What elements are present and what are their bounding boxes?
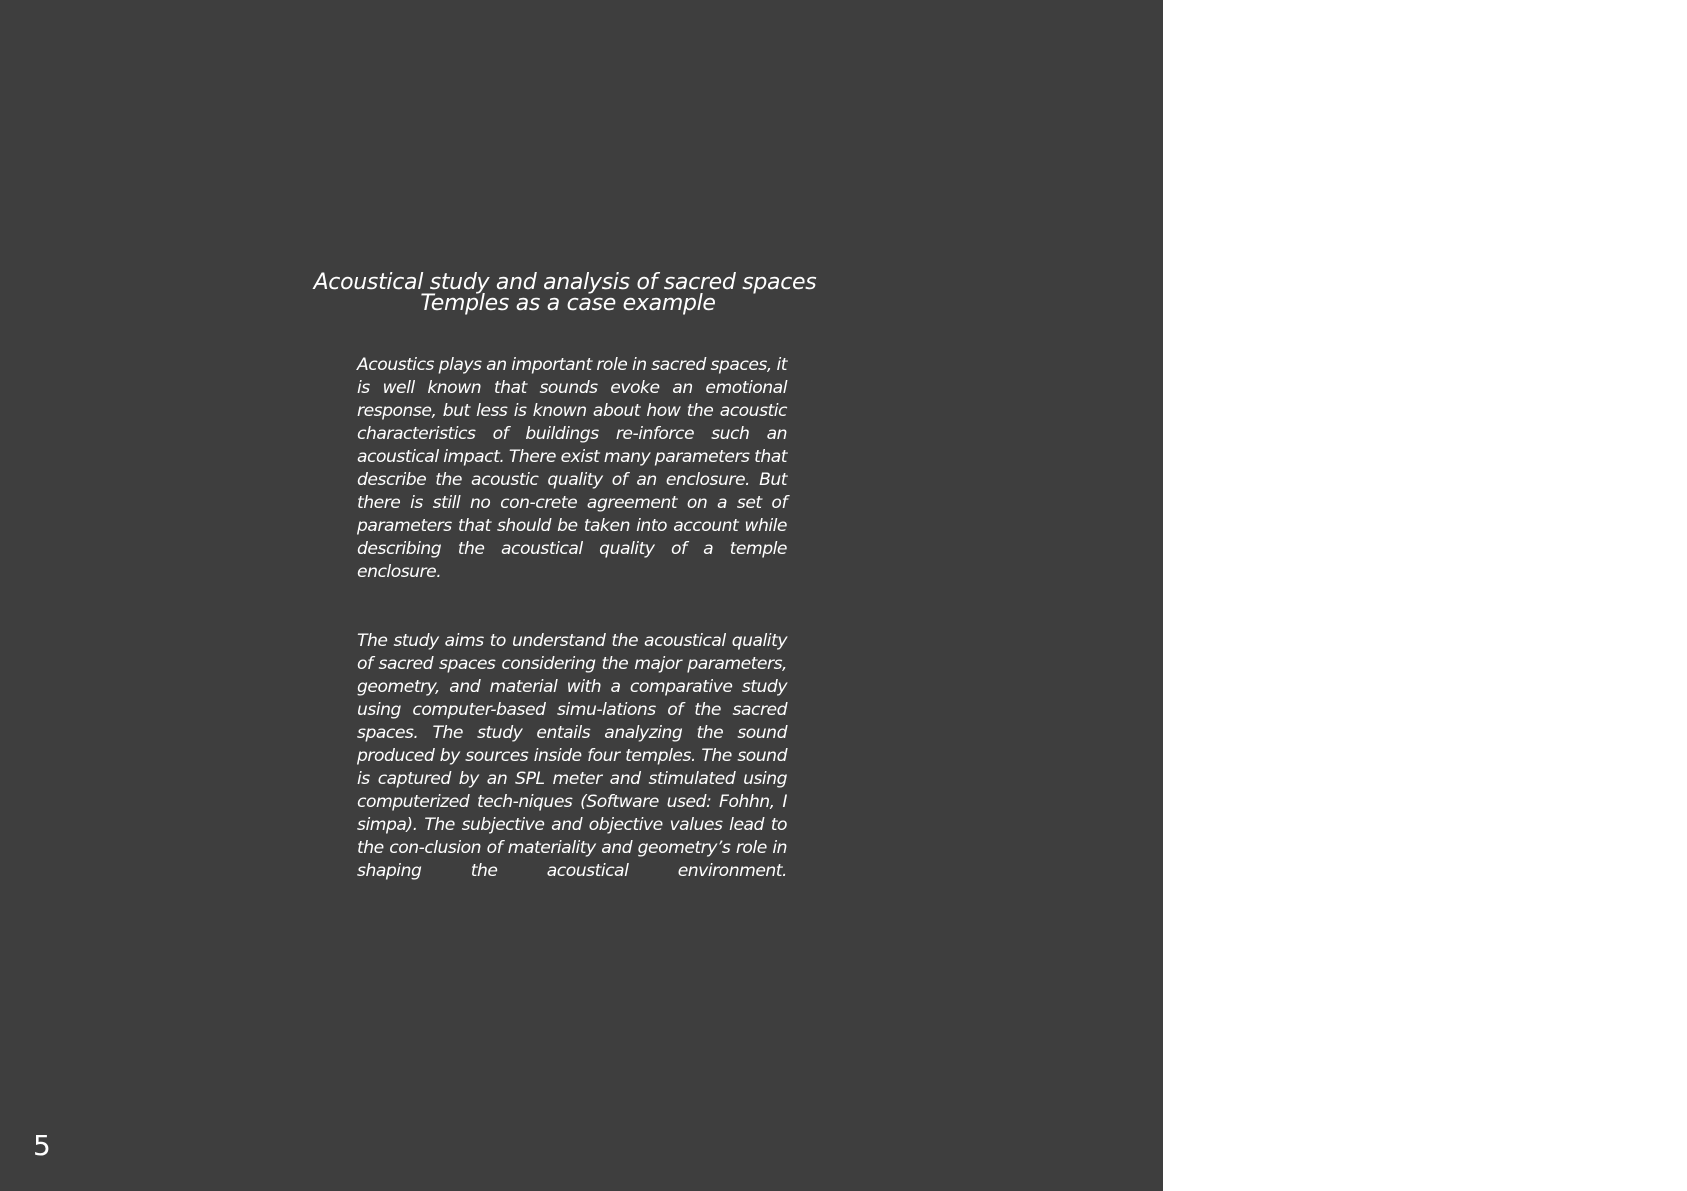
body-paragraph-2: The study aims to understand the acoustical quality of sacred spaces considering the major parameters, geometry, and material with a comparative study using computer-based simu-lations of the sacred spaces. The study entails analyzing the sound produced by sources inside four temples. The sound is captured by an SPL meter and stimulated using computerized tech-niques (Software used: Fohhn, I simpa). The subjective and objective values lead to the con-clusion of materiality and geometry’s role in shaping the acoustical environment. (357, 631, 787, 881)
title-block (240, 272, 890, 314)
page-subtitle: Temples as a case example (420, 291, 716, 316)
page-title: Acoustical study and analysis of sacred spaces (313, 270, 817, 295)
body-paragraph-1: Acoustics plays an important role in sacred spaces, it is well known that sounds evoke an emotional response, but less is known about how the acoustic characteristics of buildings re-inforce such an acoustical impact. There exist many parameters that describe the acoustic quality of an enclosure. But there is still no con-crete agreement on a set of parameters that should be taken into account while describing the acoustical quality of a temple enclosure. (357, 355, 787, 582)
page-number: 5 (33, 1129, 51, 1162)
blank-page-panel (1163, 0, 1687, 1191)
